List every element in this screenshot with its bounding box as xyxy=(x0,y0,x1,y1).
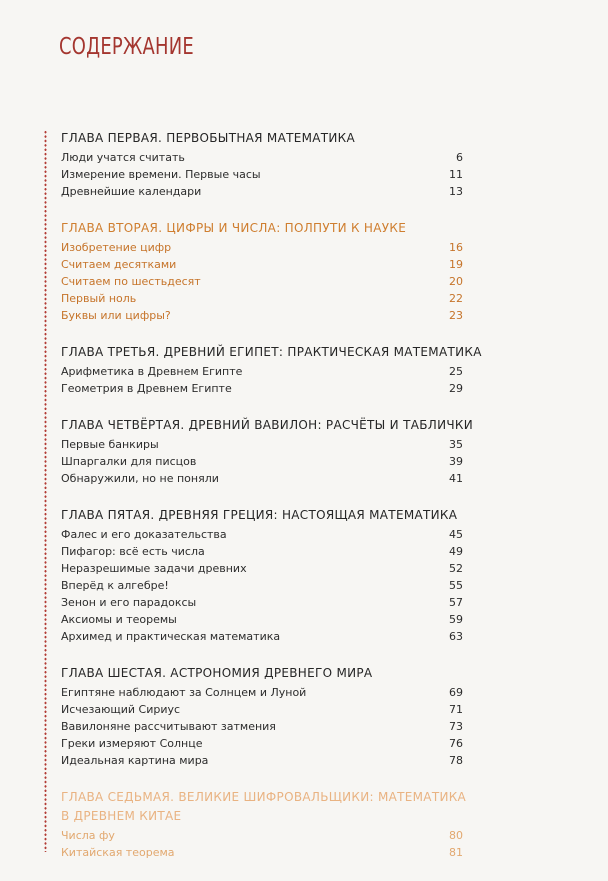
chapter-6 xyxy=(61,665,463,769)
entry-page-number: 13 xyxy=(449,185,463,198)
toc-entry[interactable] xyxy=(61,290,463,307)
chapter-2 xyxy=(61,220,463,324)
entry-title: Изобретение цифр xyxy=(61,241,172,254)
toc-entry[interactable] xyxy=(61,307,463,324)
entry-page-number: 23 xyxy=(449,309,463,322)
entry-title: Вперёд к алгебре! xyxy=(61,579,169,592)
entry-page-number: 39 xyxy=(449,455,463,468)
toc-entry[interactable] xyxy=(61,273,463,290)
toc-entry[interactable] xyxy=(61,844,463,861)
chapter-5 xyxy=(61,507,463,645)
entry-title: Древнейшие календари xyxy=(61,185,202,198)
chapter-7 xyxy=(61,789,467,861)
toc-entry[interactable] xyxy=(61,149,463,166)
entry-page-number: 35 xyxy=(449,438,463,451)
chapter-heading: ГЛАВА ПЕРВАЯ. ПЕРВОБЫТНАЯ МАТЕМАТИКА xyxy=(61,131,355,145)
entry-title: Вавилоняне рассчитывают затмения xyxy=(61,720,276,733)
entry-page-number: 22 xyxy=(449,292,463,305)
entry-page-number: 11 xyxy=(449,168,463,181)
entry-title: Аксиомы и теоремы xyxy=(61,613,177,626)
entry-title: Архимед и практическая математика xyxy=(61,630,281,643)
entry-page-number: 52 xyxy=(449,562,463,575)
toc-entry[interactable] xyxy=(61,166,463,183)
entry-page-number: 41 xyxy=(449,472,463,485)
chapter-heading: ГЛАВА ШЕСТАЯ. АСТРОНОМИЯ ДРЕВНЕГО МИРА xyxy=(61,666,373,680)
entry-page-number: 76 xyxy=(449,737,463,750)
entry-page-number: 29 xyxy=(449,382,463,395)
toc-entry[interactable] xyxy=(61,470,463,487)
toc-entry[interactable] xyxy=(61,684,463,701)
chapter-4 xyxy=(61,417,473,487)
chapter-heading: ГЛАВА ВТОРАЯ. ЦИФРЫ И ЧИСЛА: ПОЛПУТИ К НАУКЕ xyxy=(61,221,407,235)
entry-page-number: 55 xyxy=(449,579,463,592)
entry-title: Первый ноль xyxy=(61,292,137,305)
dotted-margin-line xyxy=(44,130,47,852)
entry-title: Арифметика в Древнем Египте xyxy=(61,365,243,378)
entry-page-number: 16 xyxy=(449,241,463,254)
toc-entry[interactable] xyxy=(61,827,463,844)
entry-page-number: 45 xyxy=(449,528,463,541)
chapter-heading-continued: В ДРЕВНЕМ КИТАЕ xyxy=(61,809,182,823)
entry-page-number: 63 xyxy=(449,630,463,643)
entry-page-number: 6 xyxy=(456,151,463,164)
entry-page-number: 69 xyxy=(449,686,463,699)
entry-title: Идеальная картина мира xyxy=(61,754,209,767)
entry-title: Исчезающий Сириус xyxy=(61,703,181,716)
entry-title: Шпаргалки для писцов xyxy=(61,455,197,468)
entry-title: Люди учатся считать xyxy=(61,151,185,164)
toc-entry[interactable] xyxy=(61,239,463,256)
toc-entry[interactable] xyxy=(61,543,463,560)
entry-title: Измерение времени. Первые часы xyxy=(61,168,261,181)
entry-title: Пифагор: всё есть числа xyxy=(61,545,205,558)
table-of-contents xyxy=(61,130,482,881)
toc-entry[interactable] xyxy=(61,256,463,273)
entry-page-number: 81 xyxy=(449,846,463,859)
toc-entry[interactable] xyxy=(61,752,463,769)
toc-entry[interactable] xyxy=(61,363,463,380)
toc-entry[interactable] xyxy=(61,526,463,543)
entry-page-number: 19 xyxy=(449,258,463,271)
toc-entry[interactable] xyxy=(61,594,463,611)
entry-title: Китайская теорема xyxy=(61,846,175,859)
toc-entry[interactable] xyxy=(61,628,463,645)
entry-page-number: 20 xyxy=(449,275,463,288)
toc-entry[interactable] xyxy=(61,735,463,752)
toc-entry[interactable] xyxy=(61,436,463,453)
toc-entry[interactable] xyxy=(61,577,463,594)
entry-title: Греки измеряют Солнце xyxy=(61,737,203,750)
entry-page-number: 57 xyxy=(449,596,463,609)
entry-title: Буквы или цифры? xyxy=(61,309,171,322)
chapter-1 xyxy=(61,130,463,200)
entry-title: Геометрия в Древнем Египте xyxy=(61,382,232,395)
toc-entry[interactable] xyxy=(61,183,463,200)
entry-title: Числа фу xyxy=(61,829,115,842)
entry-title: Обнаружили, но не поняли xyxy=(61,472,219,485)
entry-title: Неразрешимые задачи древних xyxy=(61,562,247,575)
entry-title: Первые банкиры xyxy=(61,438,159,451)
entry-page-number: 25 xyxy=(449,365,463,378)
entry-title: Зенон и его парадоксы xyxy=(61,596,197,609)
entry-page-number: 80 xyxy=(449,829,463,842)
entry-title: Фалес и его доказательства xyxy=(61,528,227,541)
chapter-heading: ГЛАВА ПЯТАЯ. ДРЕВНЯЯ ГРЕЦИЯ: НАСТОЯЩАЯ МАТЕМАТИКА xyxy=(61,508,458,522)
chapter-heading: ГЛАВА ЧЕТВЁРТАЯ. ДРЕВНИЙ ВАВИЛОН: РАСЧЁТЫ И ТАБЛИЧКИ xyxy=(61,418,473,432)
toc-entry[interactable] xyxy=(61,701,463,718)
entry-title: Египтяне наблюдают за Солнцем и Луной xyxy=(61,686,307,699)
toc-entry[interactable] xyxy=(61,380,463,397)
entry-title: Считаем по шестьдесят xyxy=(61,275,201,288)
entry-title: Считаем десятками xyxy=(61,258,177,271)
chapter-heading: ГЛАВА ТРЕТЬЯ. ДРЕВНИЙ ЕГИПЕТ: ПРАКТИЧЕСКАЯ МАТЕМАТИКА xyxy=(61,345,482,359)
entry-page-number: 71 xyxy=(449,703,463,716)
entry-page-number: 59 xyxy=(449,613,463,626)
chapter-3 xyxy=(61,344,482,397)
chapter-heading: ГЛАВА СЕДЬМАЯ. ВЕЛИКИЕ ШИФРОВАЛЬЩИКИ: МАТЕМАТИКА xyxy=(61,790,467,804)
entry-page-number: 49 xyxy=(449,545,463,558)
entry-page-number: 73 xyxy=(449,720,463,733)
toc-entry[interactable] xyxy=(61,718,463,735)
toc-entry[interactable] xyxy=(61,611,463,628)
toc-entry[interactable] xyxy=(61,560,463,577)
toc-entry[interactable] xyxy=(61,453,463,470)
entry-page-number: 78 xyxy=(449,754,463,767)
page-title: СОДЕРЖАНИЕ xyxy=(59,34,195,60)
